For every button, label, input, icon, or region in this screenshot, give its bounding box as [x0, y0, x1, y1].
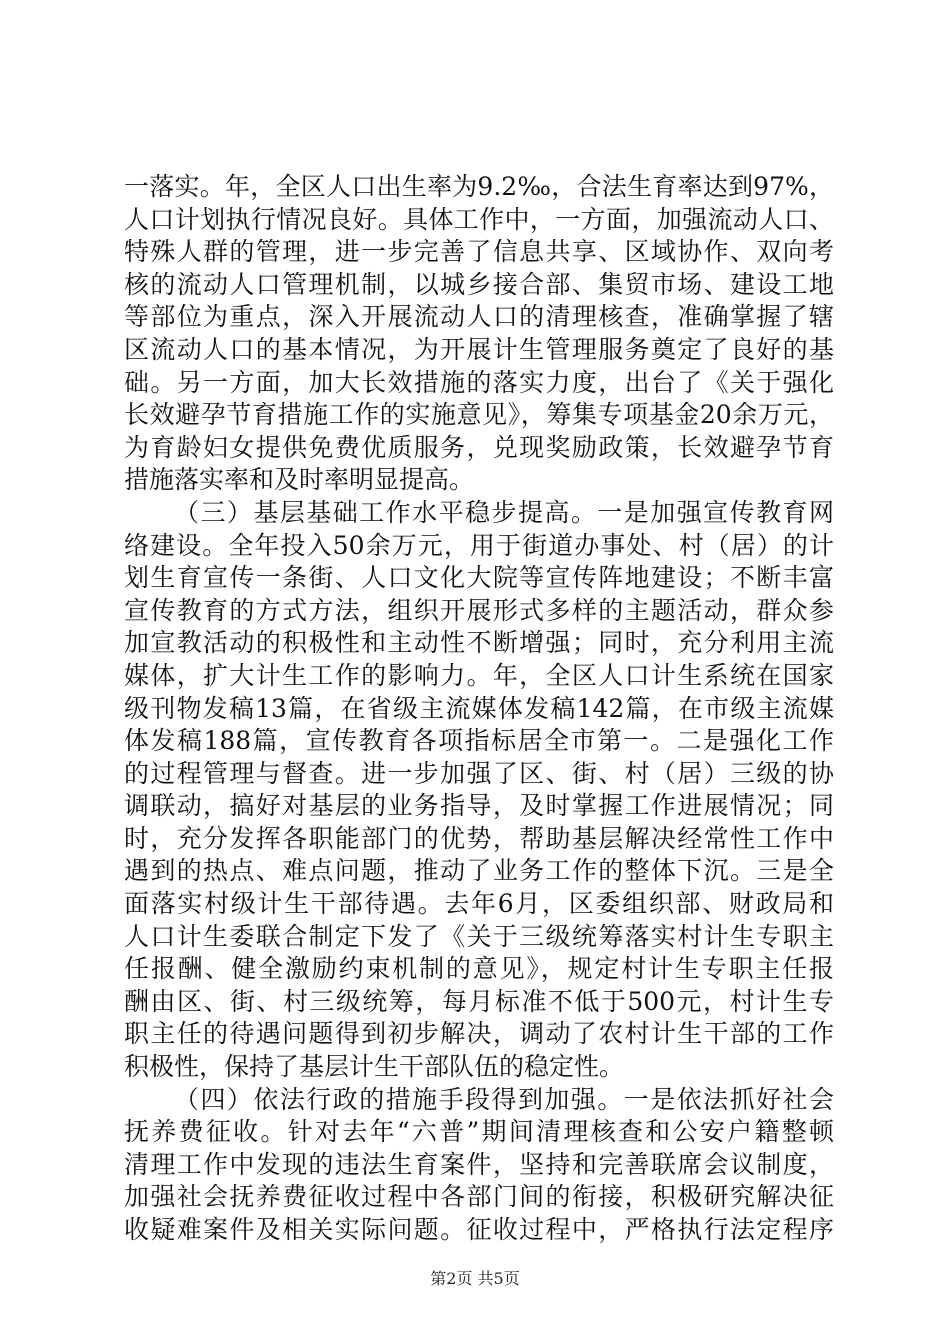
text-line: 收疑难案件及相关实际问题。征收过程中，严格执行法定程序: [124, 1215, 834, 1244]
text-line: 人口计划执行情况良好。具体工作中，一方面，加强流动人口、: [124, 204, 834, 234]
page-number-footer: 第2页 共5页: [430, 1269, 520, 1288]
text-line: 络建设。全年投入50余万元，用于街道办事处、村（居）的计: [124, 530, 834, 560]
text-line: 一落实。年，全区人口出生率为9.2‰，合法生育率达到97%，: [124, 172, 834, 201]
text-line: 遇到的热点、难点问题，推动了业务工作的整体下沉。三是全: [124, 856, 834, 886]
text-line: 级刊物发稿13篇，在省级主流媒体发稿142篇，在市级主流媒: [124, 693, 834, 723]
text-line: 调联动，搞好对基层的业务指导，及时掌握工作进展情况；同: [124, 791, 834, 821]
text-line: 积极性，保持了基层计生干部队伍的稳定性。: [124, 1052, 625, 1082]
text-line: 抚养费征收。针对去年“六普”期间清理核查和公安户籍整顿: [124, 1117, 834, 1147]
text-line: 职主任的待遇问题得到初步解决，调动了农村计生干部的工作: [124, 1019, 834, 1049]
text-line: 长效避孕节育措施工作的实施意见》，筹集专项基金20余万元，: [124, 400, 834, 430]
text-line: 划生育宣传一条街、人口文化大院等宣传阵地建设；不断丰富: [124, 563, 834, 593]
text-line: 面落实村级计生干部待遇。去年6月，区委组织部、财政局和: [124, 889, 834, 919]
text-line: 为育龄妇女提供免费优质服务，兑现奖励政策，长效避孕节育: [124, 432, 834, 462]
text-line: 清理工作中发现的违法生育案件，坚持和完善联席会议制度，: [124, 1149, 834, 1179]
text-line: 任报酬、健全激励约束机制的意见》，规定村计生专职主任报: [124, 954, 834, 984]
text-line: 区流动人口的基本情况，为开展计生管理服务奠定了良好的基: [124, 334, 834, 364]
text-line: 加宣教活动的积极性和主动性不断增强；同时，充分利用主流: [124, 628, 834, 658]
text-line: 措施落实率和及时率明显提高。: [124, 465, 475, 495]
text-line: 宣传教育的方式方法，组织开展形式多样的主题活动，群众参: [124, 595, 834, 625]
section-heading-line: （四）依法行政的措施手段得到加强。一是依法抓好社会: [174, 1084, 834, 1114]
text-line: 人口计生委联合制定下发了《关于三级统筹落实村计生专职主: [124, 921, 834, 951]
text-line: 核的流动人口管理机制，以城乡接合部、集贸市场、建设工地: [124, 269, 834, 299]
text-line: 的过程管理与督查。进一步加强了区、街、村（居）三级的协: [124, 758, 834, 788]
section-heading-line: （三）基层基础工作水平稳步提高。一是加强宣传教育网: [174, 497, 834, 527]
text-line: 等部位为重点，深入开展流动人口的清理核查，准确掌握了辖: [124, 302, 834, 332]
text-line: 时，充分发挥各职能部门的优势，帮助基层解决经常性工作中: [124, 823, 834, 853]
text-line: 酬由区、街、村三级统筹，每月标准不低于500元，村计生专: [124, 986, 834, 1016]
text-line: 加强社会抚养费征收过程中各部门间的衔接，积极研究解决征: [124, 1182, 834, 1212]
text-line: 媒体，扩大计生工作的影响力。年，全区人口计生系统在国家: [124, 660, 834, 690]
text-line: 础。另一方面，加大长效措施的落实力度，出台了《关于强化: [124, 367, 834, 397]
text-line: 体发稿188篇，宣传教育各项指标居全市第一。二是强化工作: [124, 726, 834, 756]
document-body: [124, 171, 834, 1247]
text-line: 特殊人群的管理，进一步完善了信息共享、区域协作、双向考: [124, 237, 834, 267]
